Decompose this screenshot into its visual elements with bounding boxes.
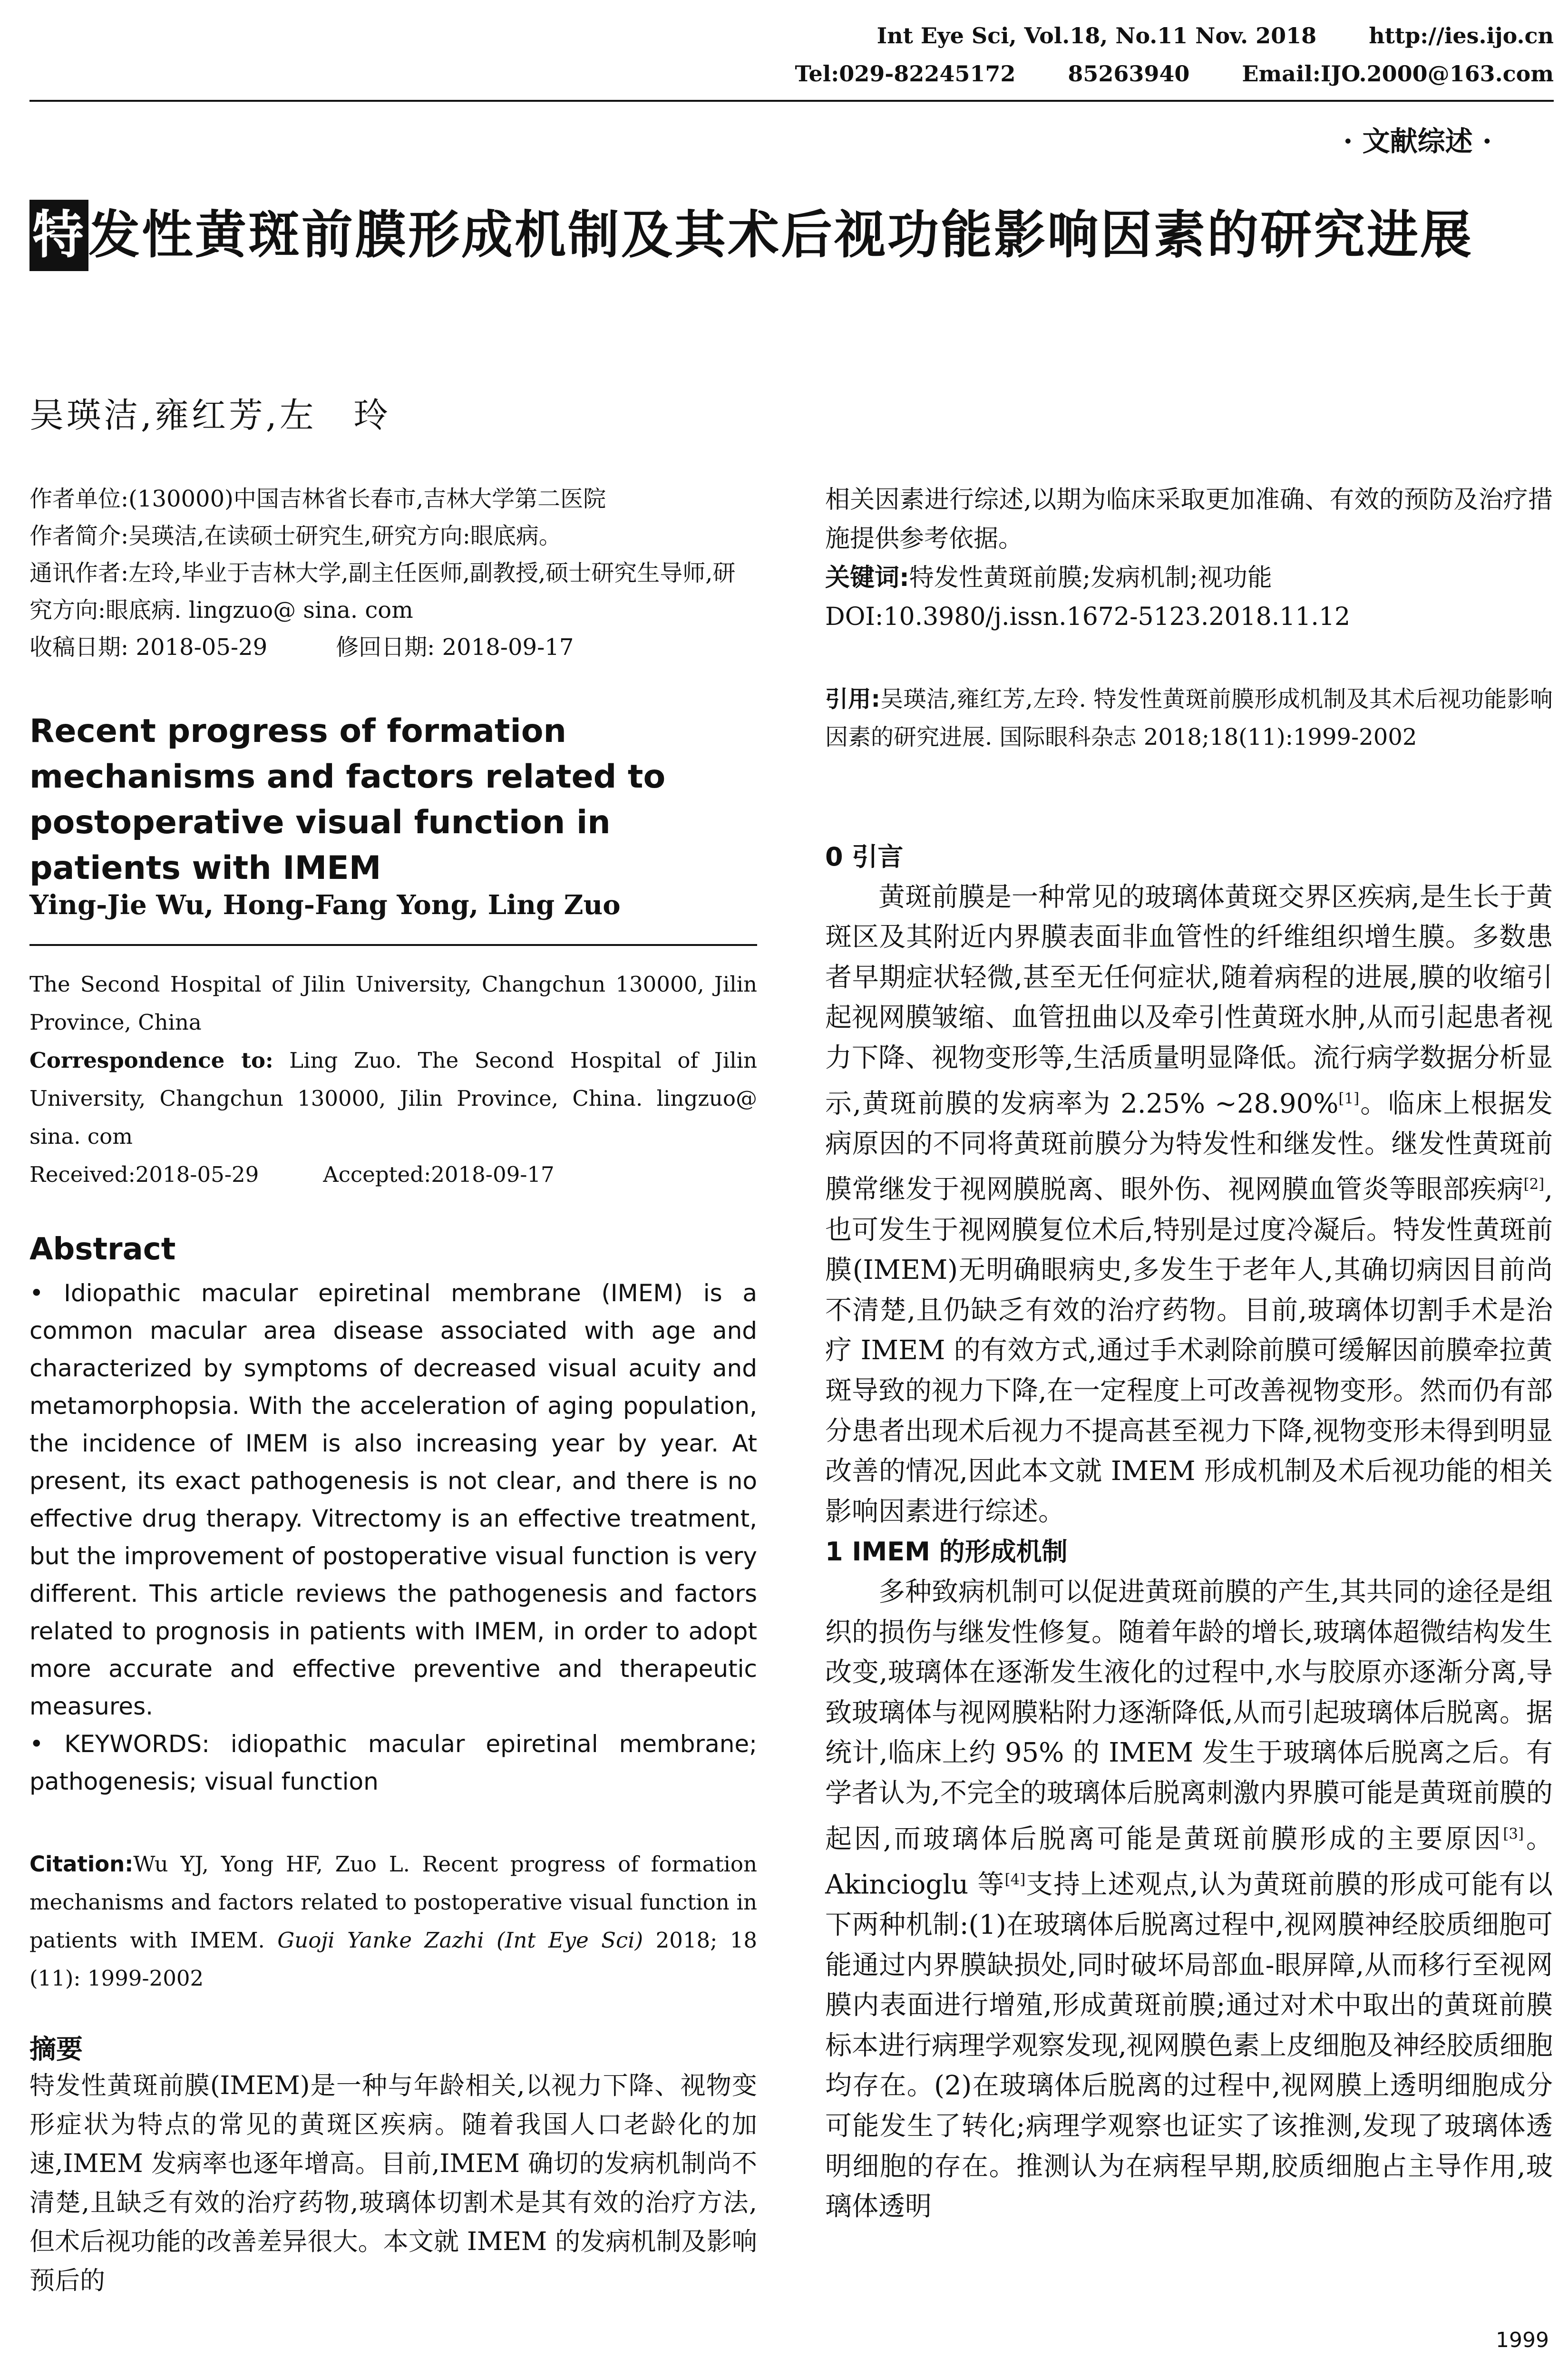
section-heading-mechanism: 1 IMEM 的形成机制 [825,1537,1068,1567]
contact-tel2: 85263940 [1068,61,1190,87]
english-title: Recent progress of formation mechanisms and factors related to postoperative visual function in patients with IMEM [29,712,666,887]
received-accepted-dates: Received:2018-05-29 Accepted:2018-09-17 [29,1162,555,1187]
journal-header-line [877,23,1554,49]
contact-header-line [795,61,1554,87]
abstract-keywords: • KEYWORDS: idiopathic macular epiretinal membrane; pathogenesis; visual function [29,1730,757,1795]
paragraph-mechanism: 多种致病机制可以促进黄斑前膜的产生,其共同的途径是组织的损伤与继发性修复。随着年龄的增长,玻璃体超微结构发生改变,玻璃体在逐渐发生液化的过程中,水与胶原亦逐渐分离,导致玻璃体与视网膜粘附力逐渐降低,从而引起玻璃体后脱离。据统计,临床上约 95% 的 IMEM 发生于玻璃体后脱离之后。有学者认为,不完全的玻璃体后脱离刺激内界膜可能是黄斑前膜的起因,而玻璃体后脱离可能是黄斑前膜形成的主要原因[3]。Akincioglu 等[4]支持上述观点,认为黄斑前膜的形成可能有以下两种机制:(1)在玻璃体后脱离过程中,视网膜神经胶质细胞可能通过内界膜缺损处,同时破坏局部血-眼屏障,从而移行至视网膜内表面进行增殖,形成黄斑前膜;通过对术中取出的黄斑前膜标本进行病理学观察发现,视网膜色素上皮细胞及神经胶质细胞均存在。(2)在玻璃体后脱离的过程中,视网膜上透明细胞成分可能发生了转化;病理学观察也证实了该推测,发现了玻璃体透明细胞的存在。推测认为在病程早期,胶质细胞占主导作用,玻璃体透明 [825,1577,1553,2222]
meta-dates: 收稿日期: 2018-05-29 修回日期: 2018-09-17 [29,634,574,661]
ref-2[interactable]: [2] [1523,1176,1545,1193]
doi: DOI:10.3980/j.issn.1672-5123.2018.11.12 [825,603,1351,631]
abstract-zh-continued [825,480,1553,636]
citation-zh-label: 引用: [825,686,880,712]
title-rest: 发性黄斑前膜形成机制及其术后视功能影响因素的研究进展 [88,205,1474,265]
section-tag: · 文献综述 · [1343,125,1492,157]
citation-text-b: 2018; 18 (11): 1999-2002 [29,1928,757,1991]
abstract-text: • Idiopathic macular epiretinal membrane (IMEM) is a common macular area disease associated with age and characterized by symptoms of decreased visual acuity and metamorphopsia. With the acceleration of aging population, the incidence of IMEM is also increasing year by year. At present, its exact pathogenesis is not clear, and there is no effective drug therapy. Vitrectomy is an effective treatment, but the improvement of postoperative visual function is very different. This article reviews the pathogenesis and factors related to prognosis in patients with IMEM, in order to adopt more accurate and effective preventive and therapeutic measures. [29,1279,757,1720]
english-authors: Ying-Jie Wu, Hong-Fang Yong, Ling Zuo [29,889,621,921]
correspondence-label: Correspondence to: [29,1048,273,1073]
correspondence-text: Ling Zuo. The Second Hospital of Jilin University, Changchun 130000, Jilin Province, China. lingzuo@ sina. com [29,1048,757,1149]
abstract-zh-cont-text: 相关因素进行综述,以期为临床采取更加准确、有效的预防及治疗措施提供参考依据。 [825,486,1553,553]
citation-text-a: Wu YJ, Yong HF, Zuo L. Recent progress of formation mechanisms and factors related to postoperative visual function in patients with IMEM. [29,1851,757,1953]
title-dropcap: 特 [29,200,88,271]
meta-corresponding: 通讯作者:左玲,毕业于吉林大学,副主任医师,副教授,硕士研究生导师,研究方向:眼底病. lingzuo@ sina. com [29,560,736,623]
paragraph-intro: 黄斑前膜是一种常见的玻璃体黄斑交界区疾病,是生长于黄斑区及其附近内界膜表面非血管性的纤维组织增生膜。多数患者早期症状轻微,甚至无任何症状,随着病程的进展,膜的收缩引起视网膜皱缩、血管扭曲以及牵引性黄斑水肿,从而引起患者视力下降、视物变形等,生活质量明显降低。流行病学数据分析显示,黄斑前膜的发病率为 2.25% ~28.90%[1]。临床上根据发病原因的不同将黄斑前膜分为特发性和继发性。继发性黄斑前膜常继发于视网膜脱离、眼外伤、视网膜血管炎等眼部疾病[2],也可发生于视网膜复位术后,特别是过度冷凝后。特发性黄斑前膜(IMEM)无明确眼病史,多发生于老年人,其确切病因目前尚不清楚,且仍缺乏有效的治疗药物。目前,玻璃体切割手术是治疗 IMEM 的有效方式,通过手术剥除前膜可缓解因前膜牵拉黄斑导致的视力下降,在一定程度上可改善视物变形。然而仍有部分患者出现术后视力不提高甚至视力下降,视物变形未得到明显改善的情况,因此本文就 IMEM 形成机制及术后视功能的相关影响因素进行综述。 [825,881,1553,1527]
abstract-zh-body [29,2066,757,2300]
abstract-body [29,1275,757,1801]
abstract-heading: Abstract [29,1232,176,1267]
citation-label: Citation: [29,1851,134,1877]
abstract-zh-heading: 摘要 [29,2034,83,2065]
authors-zh: 吴瑛洁,雍红芳,左 玲 [29,395,391,435]
ref-3[interactable]: [3] [1503,1825,1524,1842]
page-number: 1999 [1496,2328,1549,2352]
english-affiliation [29,965,757,1194]
section-heading-intro: 0 引言 [825,842,904,872]
meta-affiliation: 作者单位:(130000)中国吉林省长春市,吉林大学第二医院 [29,486,606,512]
citation-english [29,1845,757,1997]
affiliation-text: The Second Hospital of Jilin University, Changchun 130000, Jilin Province, China [29,972,757,1035]
author-meta [29,480,757,666]
ref-1[interactable]: [1] [1338,1090,1360,1107]
journal-url: http://ies.ijo.cn [1369,23,1554,49]
contact-tel: Tel:029-82245172 [795,61,1016,87]
contact-email: Email:IJO.2000@163.com [1242,61,1554,87]
correspondence [29,1042,757,1156]
citation-zh-text: 吴瑛洁,雍红芳,左玲. 特发性黄斑前膜形成机制及其术后视功能影响因素的研究进展. 国际眼科杂志 2018;18(11):1999-2002 [825,686,1553,750]
abstract-zh-text: 特发性黄斑前膜(IMEM)是一种与年龄相关,以视力下降、视物变形症状为特点的常见的黄斑区疾病。随着我国人口老龄化的加速,IMEM 发病率也逐年增高。目前,IMEM 确切的发病机制尚不清楚,且缺乏有效的治疗药物,玻璃体切割术是其有效的治疗方法,但术后视功能的改善差异很大。本文就 IMEM 的发病机制及影响预后的 [29,2071,757,2295]
meta-author-bio: 作者简介:吴瑛洁,在读硕士研究生,研究方向:眼底病。 [29,523,562,549]
journal-citation: Int Eye Sci, Vol.18, No.11 Nov. 2018 [877,23,1317,49]
authors-rule [29,944,757,946]
citation-chinese [825,680,1553,756]
ref-4[interactable]: [4] [1004,1870,1026,1888]
keywords-zh: 特发性黄斑前膜;发病机制;视功能 [909,564,1272,592]
citation-journal: Guoji Yanke Zazhi (Int Eye Sci) [277,1928,643,1953]
article-title [29,200,1554,271]
header-rule [29,100,1554,102]
body-text [825,837,1553,2227]
keywords-zh-label: 关键词: [825,564,909,592]
